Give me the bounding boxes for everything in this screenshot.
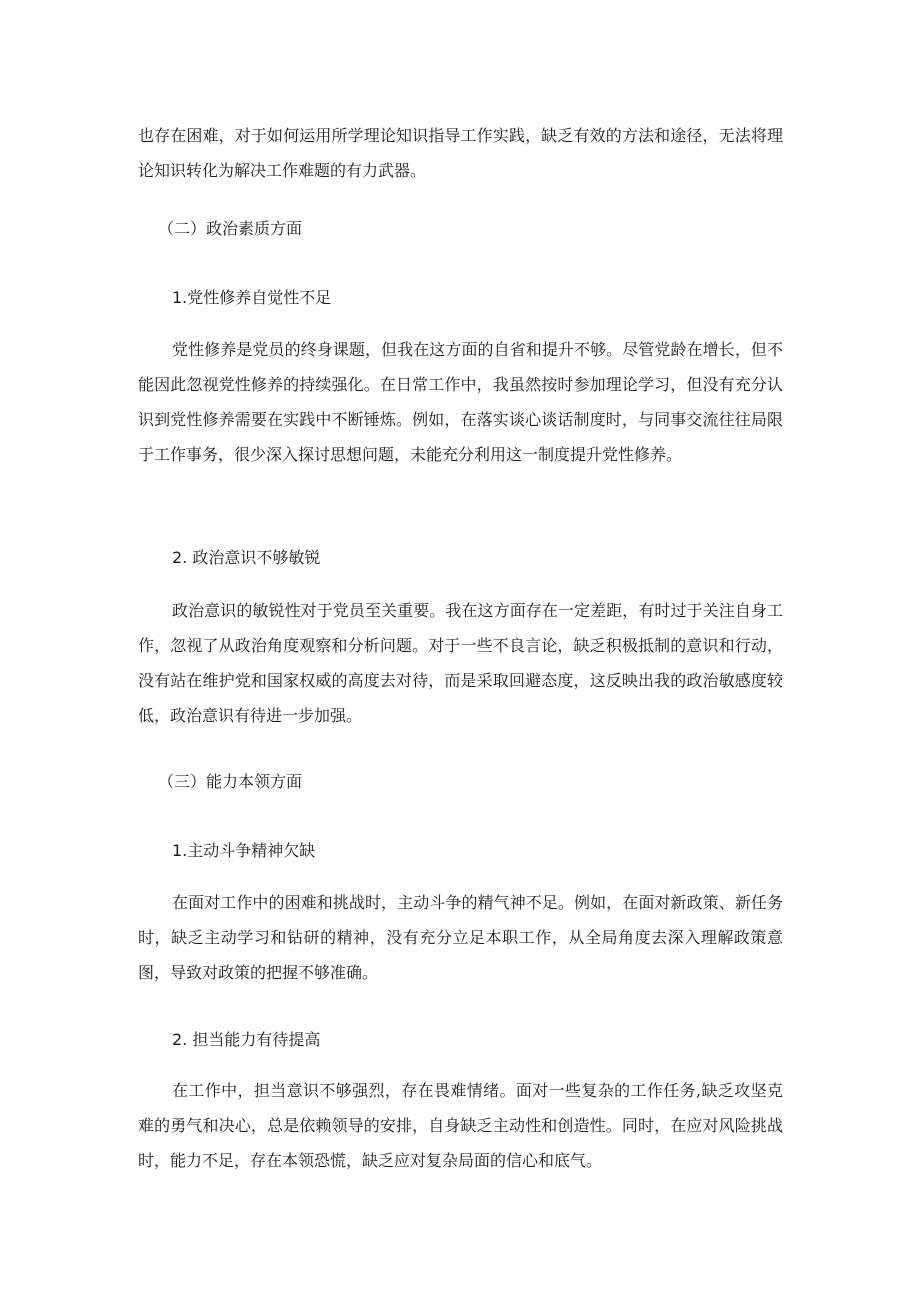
section-heading-ability: （三）能力本领方面 [158, 772, 303, 791]
subheading-fighting-spirit: 1.主动斗争精神欠缺 [172, 841, 316, 860]
subheading-party-cultivation: 1.党性修养自觉性不足 [172, 288, 332, 307]
section-heading-political-quality: （二）政治素质方面 [158, 219, 303, 238]
subheading-political-awareness: 2. 政治意识不够敏锐 [172, 548, 321, 567]
continuation-paragraph: 也存在困难，对于如何运用所学理论知识指导工作实践，缺乏有效的方法和途径，无法将理论知识转化为解决工作难题的有力武器。 [138, 126, 783, 180]
subheading-responsibility: 2. 担当能力有待提高 [172, 1030, 321, 1049]
paragraph-party-cultivation: 党性修养是党员的终身课题，但我在这方面的自省和提升不够。尽管党龄在增长，但不能因此忽视党性修养的持续强化。在日常工作中，我虽然按时参加理论学习，但没有充分认识到党性修养需要在实践中不断锤炼。例如，在落实谈心谈话制度时，与同事交流往往局限于工作事务，很少深入探讨思想问题，未能充分利用这一制度提升党性修养。 [138, 340, 783, 464]
paragraph-fighting-spirit: 在面对工作中的困难和挑战时，主动斗争的精气神不足。例如，在面对新政策、新任务时，缺乏主动学习和钻研的精神，没有充分立足本职工作，从全局角度去深入理解政策意图，导致对政策的把握不够准确。 [138, 893, 783, 982]
paragraph-responsibility: 在工作中，担当意识不够强烈，存在畏难情绪。面对一些复杂的工作任务,缺乏攻坚克难的勇气和决心，总是依赖领导的安排，自身缺乏主动性和创造性。同时，在应对风险挑战时，能力不足，存在本领恐慌，缺乏应对复杂局面的信心和底气。 [138, 1081, 783, 1170]
paragraph-political-awareness: 政治意识的敏锐性对于党员至关重要。我在这方面存在一定差距，有时过于关注自身工作，忽视了从政治角度观察和分析问题。对于一些不良言论，缺乏积极抵制的意识和行动，没有站在维护党和国家权威的高度去对待，而是采取回避态度，这反映出我的政治敏感度较低，政治意识有待进一步加强。 [138, 601, 783, 725]
